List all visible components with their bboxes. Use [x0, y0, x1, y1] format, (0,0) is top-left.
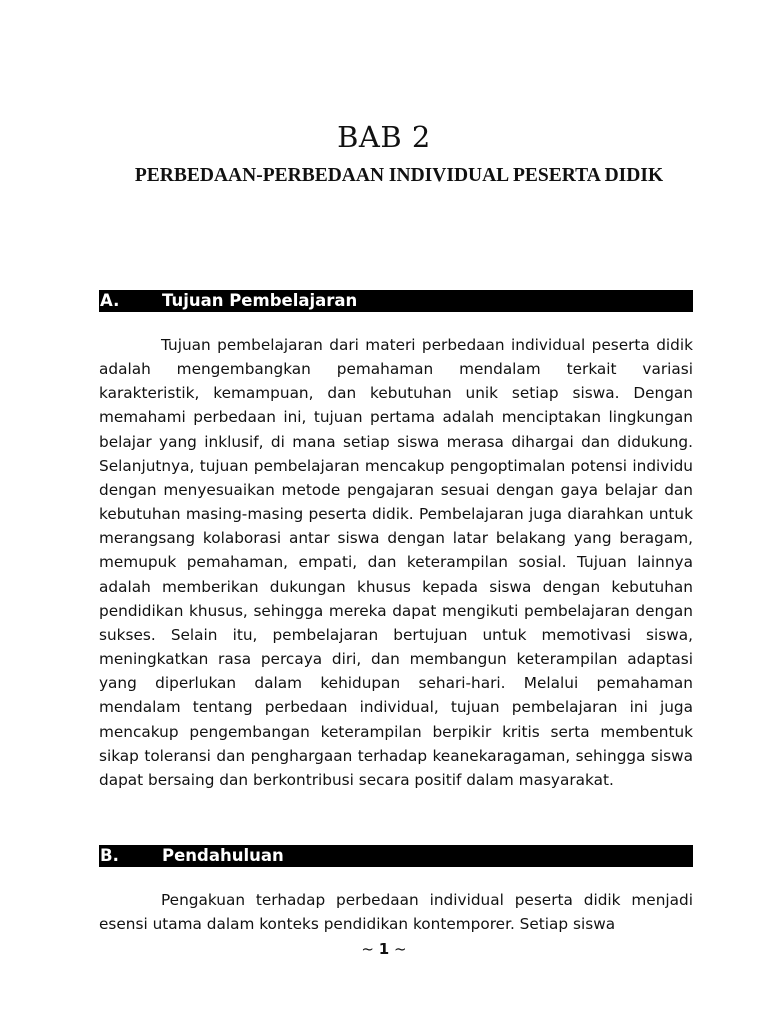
chapter-number: BAB 2	[337, 120, 431, 154]
section-heading-a	[99, 290, 693, 312]
section-title: Tujuan Pembelajaran	[162, 291, 358, 310]
section-title: Pendahuluan	[162, 846, 284, 865]
page-number-value: 1	[378, 940, 390, 958]
page-number	[0, 940, 768, 958]
chapter-title: PERBEDAAN-PERBEDAAN INDIVIDUAL PESERTA DIDIK	[134, 165, 664, 186]
section-letter: B.	[100, 846, 119, 865]
section-b-paragraph: Pengakuan terhadap perbedaan individual peserta didik menjadi esensi utama dalam konteks pendidikan kontemporer. Setiap siswa	[99, 891, 693, 934]
tilde-right: ~	[394, 940, 407, 958]
tilde-left: ~	[361, 940, 374, 958]
section-heading-b	[99, 845, 693, 867]
section-a-paragraph: Tujuan pembelajaran dari materi perbedaan individual peserta didik adalah mengembangkan pemahaman mendalam terkait variasi karakteristik, kemampuan, dan kebutuhan unik setiap siswa. Dengan memahami perbedaan ini, tujuan pertama adalah menciptakan lingkungan belajar yang inklusif, di mana setiap siswa merasa dihargai dan didukung. Selanjutnya, tujuan pembelajaran mencakup pengoptimalan potensi individu dengan menyesuaikan metode pengajaran sesuai dengan gaya belajar dan kebutuhan masing-masing peserta didik. Pembelajaran juga diarahkan untuk merangsang kolaborasi antar siswa dengan latar belakang yang beragam, memupuk pemahaman, empati, dan keterampilan sosial. Tujuan lainnya adalah memberikan dukungan khusus kepada siswa dengan kebutuhan pendidikan khusus, sehingga mereka dapat mengikuti pembelajaran dengan sukses. Selain itu, pembelajaran bertujuan untuk memotivasi siswa, meningkatkan rasa percaya diri, dan membangun keterampilan adaptasi yang diperlukan dalam kehidupan sehari-hari. Melalui pemahaman mendalam tentang perbedaan individual, tujuan pembelajaran ini juga mencakup pengembangan keterampilan berpikir kritis serta membentuk sikap toleransi dan penghargaan terhadap keanekaragaman, sehingga siswa dapat bersaing dan berkontribusi secara positif dalam masyarakat.	[99, 336, 693, 789]
section-letter: A.	[100, 291, 120, 310]
